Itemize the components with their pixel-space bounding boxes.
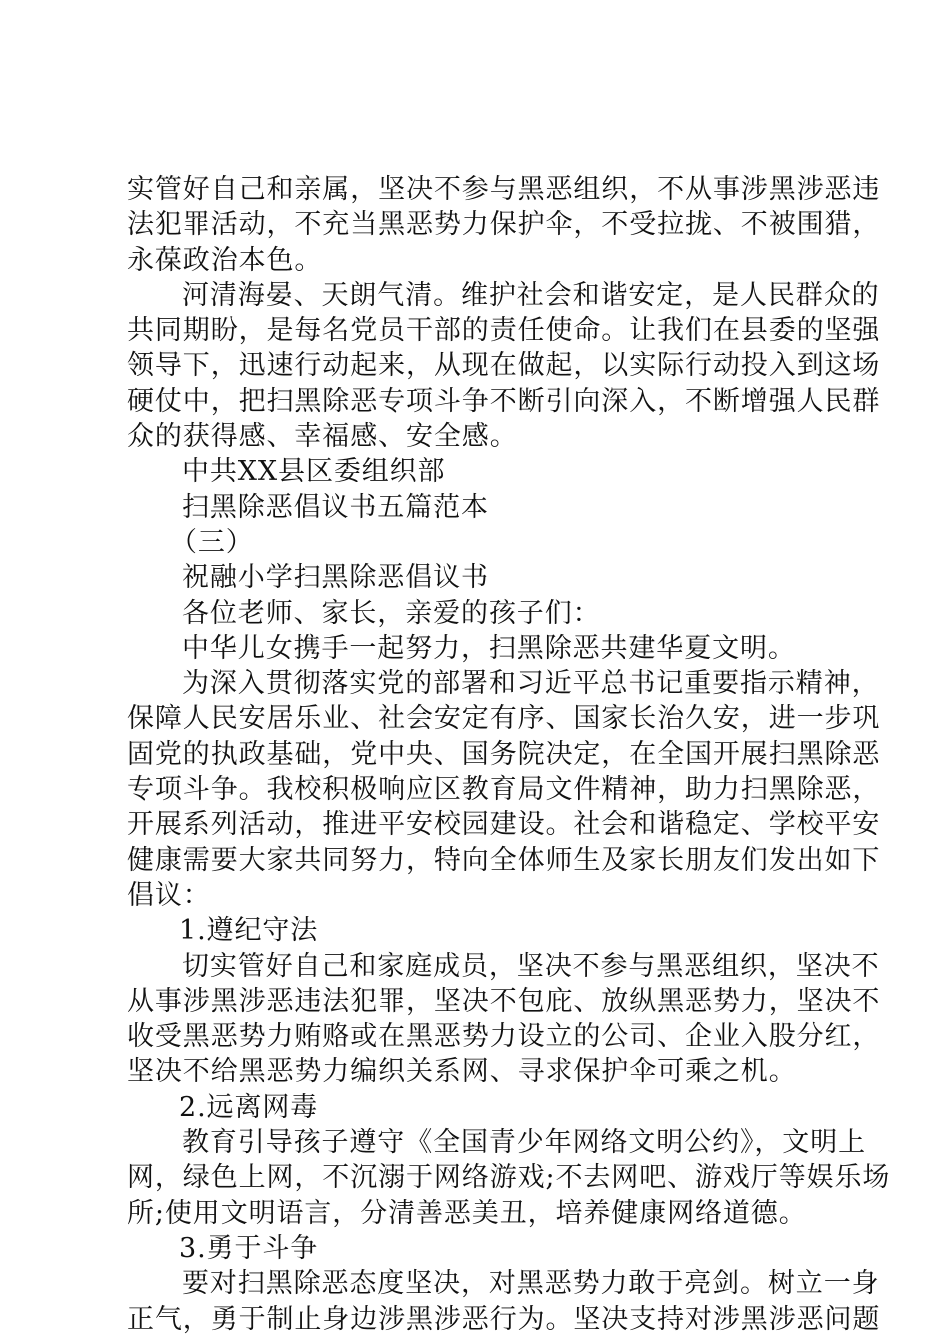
proposal-title: 祝融小学扫黑除恶倡议书 — [182, 562, 489, 594]
text-line: 切实管好自己和家庭成员，坚决不参与黑恶组织，坚决不 — [182, 950, 880, 982]
salutation: 各位老师、家长，亲爱的孩子们： — [182, 597, 601, 629]
text-line: 专项斗争。我校积极响应区教育局文件精神，助力扫黑除恶， — [127, 774, 881, 806]
text-line: 收受黑恶势力贿赂或在黑恶势力设立的公司、企业入股分红， — [127, 1021, 881, 1053]
text-line: 实管好自己和亲属，坚决不参与黑恶组织，不从事涉黑涉恶违 — [127, 174, 881, 205]
document-body — [127, 172, 891, 1337]
text-line: 领导下，迅速行动起来，从现在做起，以实际行动投入到这场 — [127, 350, 881, 382]
text-line: 教育引导孩子遵守《全国青少年网络文明公约》，文明上 — [182, 1127, 866, 1159]
text-line: 共同期盼，是每名党员干部的责任使命。让我们在县委的坚强 — [127, 315, 881, 347]
text-line: 倡议： — [127, 879, 211, 911]
text-line: 要对扫黑除恶态度坚决，对黑恶势力敢于亮剑。树立一身 — [182, 1268, 880, 1300]
signature-line: 中共XX县区委组织部 — [182, 456, 446, 488]
item-heading: 3.勇于斗争 — [179, 1232, 319, 1264]
text-line: 从事涉黑涉恶违法犯罪，坚决不包庇、放纵黑恶势力，坚决不 — [127, 985, 881, 1017]
text-line: 坚决不给黑恶势力编织关系网、寻求保护伞可乘之机。 — [127, 1056, 797, 1088]
text-line: 固党的执政基础，党中央、国务院决定，在全国开展扫黑除恶 — [127, 738, 881, 770]
text-line: 正气，勇于制止身边涉黑涉恶行为。坚决支持对涉黑涉恶问题 — [127, 1303, 881, 1335]
text-line: 永葆政治本色。 — [127, 244, 323, 276]
text-line: 中华儿女携手一起努力，扫黑除恶共建华夏文明。 — [182, 632, 796, 664]
text-line: 河清海晏、天朗气清。维护社会和谐安定，是人民群众的 — [182, 279, 880, 311]
text-line: 保障人民安居乐业、社会安定有序、国家长治久安，进一步巩 — [127, 703, 881, 735]
text-line: 网，绿色上网，不沉溺于网络游戏;不去网吧、游戏厅等娱乐场 — [127, 1162, 891, 1194]
text-line: 所;使用文明语言，分清善恶美丑，培养健康网络道德。 — [127, 1197, 807, 1229]
section-number: （三） — [170, 526, 254, 558]
text-line: 开展系列活动，推进平安校园建设。社会和谐稳定、学校平安 — [127, 809, 881, 841]
text-line: 健康需要大家共同努力，特向全体师生及家长朋友们发出如下 — [127, 844, 881, 876]
item-heading: 2.远离网毒 — [179, 1091, 319, 1123]
item-heading: 1.遵纪守法 — [179, 915, 319, 947]
section-title: 扫黑除恶倡议书五篇范本 — [182, 491, 489, 523]
text-line: 硬仗中，把扫黑除恶专项斗争不断引向深入，不断增强人民群 — [127, 385, 881, 417]
text-line: 众的获得感、幸福感、安全感。 — [127, 421, 518, 453]
text-line: 法犯罪活动，不充当黑恶势力保护伞，不受拉拢、不被围猎， — [127, 209, 881, 241]
text-line: 为深入贯彻落实党的部署和习近平总书记重要指示精神， — [182, 668, 880, 700]
